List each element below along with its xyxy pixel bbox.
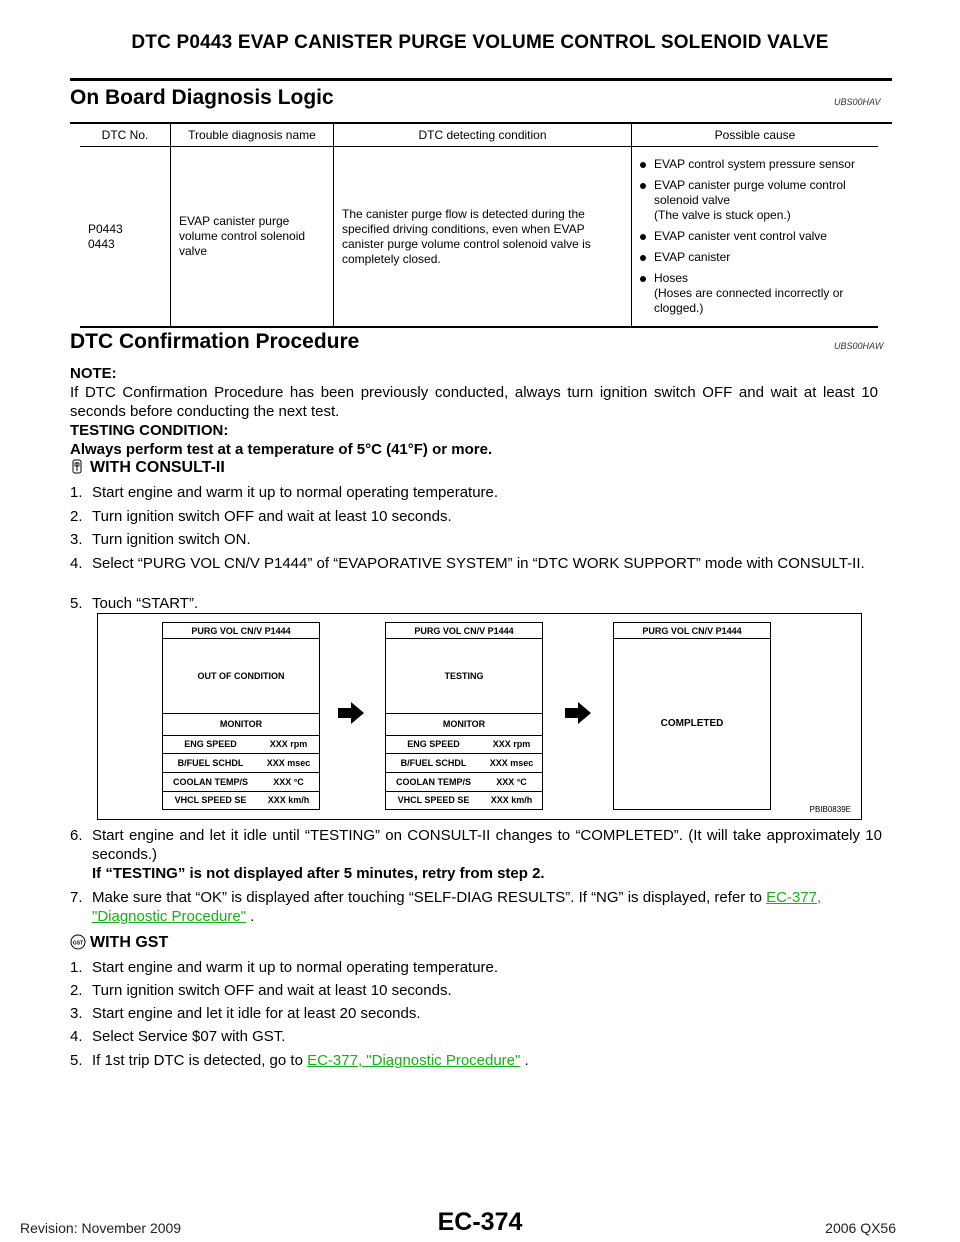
dtc-table — [80, 124, 878, 328]
consult-heading — [70, 459, 225, 477]
consult-step-3: 3. Turn ignition switch ON. — [70, 531, 251, 548]
gst-step-1: 1. Start engine and warm it up to normal operating temperature. — [70, 959, 499, 976]
table-header-name: Trouble diagnosis name — [171, 124, 334, 147]
dtc-number-short: 0443 — [88, 236, 115, 251]
screen-status: TESTING — [444, 670, 484, 681]
consult-screen-completed — [613, 622, 771, 810]
consult-step-1: 1. Start engine and warm it up to normal operating temperature. — [70, 484, 499, 501]
table-header-cause: Possible cause — [632, 124, 879, 147]
note-block — [70, 364, 878, 459]
testing-condition-label: TESTING CONDITION: — [70, 422, 229, 439]
consult-step-4: 4. Select “PURG VOL CN/V P1444” of “EVAPORATIVE SYSTEM” in “DTC WORK SUPPORT” mode with CONSULT-II. — [70, 555, 865, 572]
gst-heading — [70, 934, 168, 952]
footer-revision: Revision: November 2009 — [20, 1220, 182, 1236]
gst-diagnostic-procedure-link[interactable]: EC-377, "Diagnostic Procedure" — [307, 1052, 521, 1069]
gst-step-5: 5. If 1st trip DTC is detected, go to EC-377, "Diagnostic Procedure" . — [70, 1052, 529, 1069]
note-text: If DTC Confirmation Procedure has been previously conducted, always turn ignition switch OFF and wait at least 10 seconds before conducting the next test. — [70, 384, 878, 420]
consult-step-7: 7. Make sure that “OK” is displayed after touching “SELF-DIAG RESULTS”. If “NG” is displayed, refer to EC-377, "Diagnostic Procedure" . — [70, 889, 822, 925]
page-number: EC-374 — [437, 1208, 523, 1236]
consult-screen-figure — [97, 613, 862, 820]
table-row — [80, 147, 878, 328]
step-6-warning: If “TESTING” is not displayed after 5 minutes, retry from step 2. — [92, 865, 545, 882]
consult-tool-icon — [70, 459, 86, 475]
screen-status: OUT OF CONDITION — [197, 670, 285, 681]
page-title: DTC P0443 EVAP CANISTER PURGE VOLUME CONTROL SOLENOID VALVE — [131, 32, 829, 53]
table-header-dtc-no: DTC No. — [80, 124, 171, 147]
trouble-name-cell: EVAP canister purge volume control solenoid valve — [171, 147, 334, 328]
consult-screen-testing: PURG VOL CN/V P1444 TESTING MONITOR ENG SPEED XXX rpm B/FUEL SCHDL XXX msec COOLAN TEMP/S XXX °C VHCL SPEED SE XXX km/h — [385, 622, 543, 810]
screen-title: PURG VOL CN/V P1444 — [191, 625, 291, 636]
consult-step-5: 5. Touch “START”. — [70, 595, 199, 612]
arrow-right-icon — [565, 702, 591, 724]
diagnostic-procedure-link[interactable]: EC-377, "Diagnostic Procedure" — [92, 889, 822, 925]
section-title-obd: On Board Diagnosis Logic — [70, 86, 334, 109]
gst-icon-label: GST — [72, 940, 84, 947]
consult-heading-text: WITH CONSULT-II — [90, 459, 225, 476]
list-item: EVAP control system pressure sensor — [640, 157, 870, 172]
list-item: Hoses (Hoses are connected incorrectly or clogged.) — [640, 271, 870, 316]
table-header-condition: DTC detecting condition — [334, 124, 632, 147]
gst-step-4: 4. Select Service $07 with GST. — [70, 1028, 286, 1045]
list-item: EVAP canister — [640, 250, 870, 265]
consult-step-2: 2. Turn ignition switch OFF and wait at least 10 seconds. — [70, 508, 452, 525]
footer-model: 2006 QX56 — [825, 1220, 896, 1236]
gst-step-3: 3. Start engine and let it idle for at least 20 seconds. — [70, 1005, 421, 1022]
cause-list — [640, 157, 870, 316]
section-code-obd: UBS00HAV — [834, 97, 881, 107]
gst-step-2: 2. Turn ignition switch OFF and wait at least 10 seconds. — [70, 982, 452, 999]
list-item: EVAP canister purge volume control solenoid valve (The valve is stuck open.) — [640, 178, 870, 223]
condition-cell: The canister purge flow is detected during the specified driving conditions, even when EVAP canister purge volume control solenoid valve is completely closed. — [334, 147, 632, 328]
header-rule — [70, 78, 892, 81]
gst-tool-icon — [70, 934, 86, 950]
section-title-confirmation: DTC Confirmation Procedure — [70, 330, 360, 353]
note-label: NOTE: — [70, 365, 117, 382]
testing-condition-text: Always perform test at a temperature of 5°C (41°F) or more. — [70, 441, 493, 458]
dtc-number-cell — [80, 147, 171, 328]
figure-code: PBIB0839E — [809, 805, 851, 814]
section-code-confirmation: UBS00HAW — [834, 341, 884, 351]
screen-monitor-label: MONITOR — [219, 719, 263, 729]
arrow-right-icon — [338, 702, 364, 724]
list-item: EVAP canister vent control valve — [640, 229, 870, 244]
cause-cell — [632, 147, 879, 328]
screen-title: PURG VOL CN/V P1444 — [414, 625, 514, 636]
consult-screen-out-of-condition: PURG VOL CN/V P1444 OUT OF CONDITION MONITOR ENG SPEED XXX rpm B/FUEL SCHDL XXX msec COOLAN TEMP/S XXX °C VHCL SPEED SE XXX km/h — [162, 622, 320, 810]
screen-monitor-label: MONITOR — [442, 719, 486, 729]
screen-title: PURG VOL CN/V P1444 — [642, 625, 742, 636]
consult-step-6: 6. Start engine and let it idle until “TESTING” on CONSULT-II changes to “COMPLETED”. (It will take approximately 10 seconds.) If “TESTING” is not displayed after 5 minutes, retry from step 2. — [70, 827, 882, 882]
screen-status: COMPLETED — [660, 717, 724, 729]
dtc-number: P0443 — [88, 221, 123, 236]
gst-heading-text: WITH GST — [90, 934, 169, 951]
